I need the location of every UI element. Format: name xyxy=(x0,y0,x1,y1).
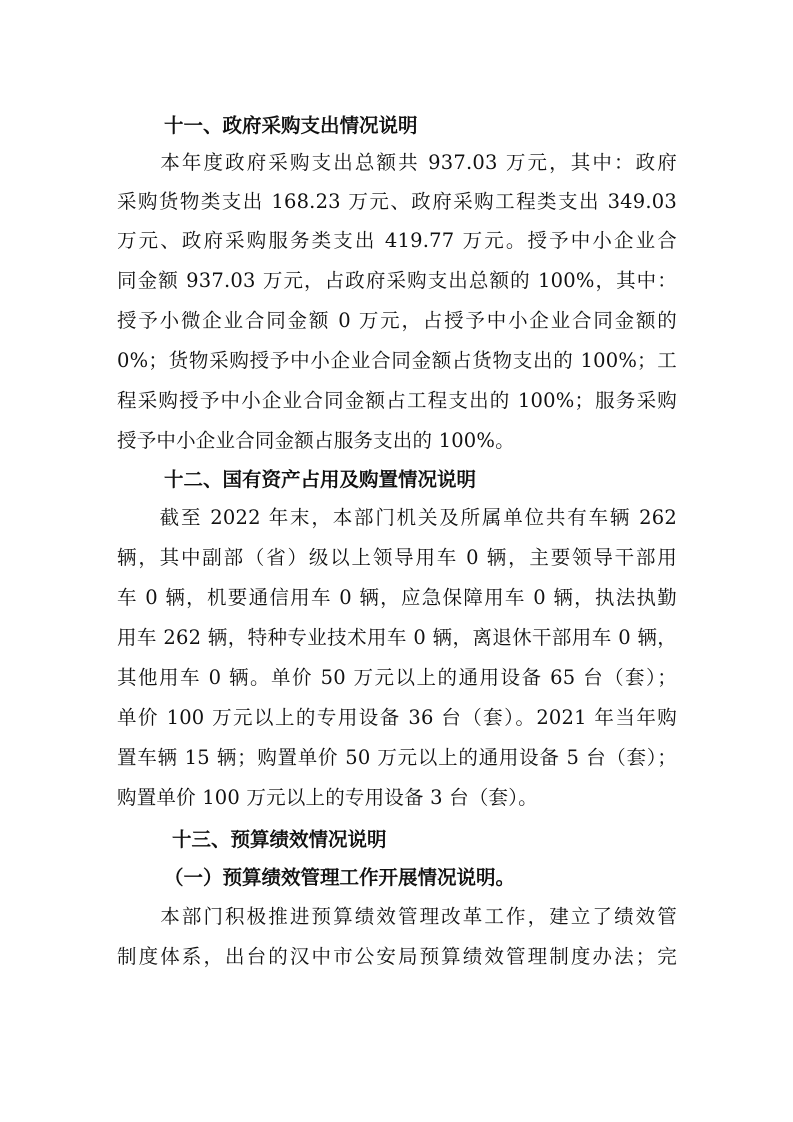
section-13-line-1: 本部门积极推进预算绩效管理改革工作，建立了绩效管 xyxy=(117,905,677,928)
section-11-line-1: 本年度政府采购支出总额共 937.03 万元，其中：政府 xyxy=(117,151,677,174)
section-12-line-7: 置车辆 15 辆；购置单价 50 万元以上的通用设备 5 台（套）； xyxy=(117,746,677,769)
section-11-line-2: 采购货物类支出 168.23 万元、政府采购工程类支出 349.03 xyxy=(117,190,677,213)
section-12-line-6: 单价 100 万元以上的专用设备 36 台（套）。2021 年当年购 xyxy=(117,706,677,729)
section-13-line-2: 制度体系，出台的汉中市公安局预算绩效管理制度办法；完 xyxy=(117,945,677,968)
section-11-heading: 十一、政府采购支出情况说明 xyxy=(164,114,418,137)
section-11-line-3: 万元、政府采购服务类支出 419.77 万元。授予中小企业合 xyxy=(117,229,677,252)
section-12-heading: 十二、国有资产占用及购置情况说明 xyxy=(164,468,477,491)
section-12-line-4: 用车 262 辆，特种专业技术用车 0 辆，离退休干部用车 0 辆， xyxy=(117,626,677,649)
section-13-heading: 十三、预算绩效情况说明 xyxy=(172,828,387,851)
section-12-line-1: 截至 2022 年末，本部门机关及所属单位共有车辆 262 xyxy=(117,506,677,529)
section-11-line-6: 0%；货物采购授予中小企业合同金额占货物支出的 100%；工 xyxy=(117,349,677,372)
section-11-line-8: 授予中小企业合同金额占服务支出的 100%。 xyxy=(117,429,515,452)
section-12-line-5: 其他用车 0 辆。单价 50 万元以上的通用设备 65 台（套）； xyxy=(117,666,677,689)
section-13-subheading: （一）预算绩效管理工作开展情况说明。 xyxy=(164,866,516,889)
section-12-line-3: 车 0 辆，机要通信用车 0 辆，应急保障用车 0 辆，执法执勤 xyxy=(117,586,677,609)
section-12-line-2: 辆，其中副部（省）级以上领导用车 0 辆，主要领导干部用 xyxy=(117,546,677,569)
section-11-line-7: 程采购授予中小企业合同金额占工程支出的 100%；服务采购 xyxy=(117,389,677,412)
section-11-line-4: 同金额 937.03 万元，占政府采购支出总额的 100%，其中： xyxy=(117,269,677,292)
section-11-line-5: 授予小微企业合同金额 0 万元，占授予中小企业合同金额的 xyxy=(117,309,677,332)
section-12-line-8: 购置单价 100 万元以上的专用设备 3 台（套）。 xyxy=(117,786,538,809)
